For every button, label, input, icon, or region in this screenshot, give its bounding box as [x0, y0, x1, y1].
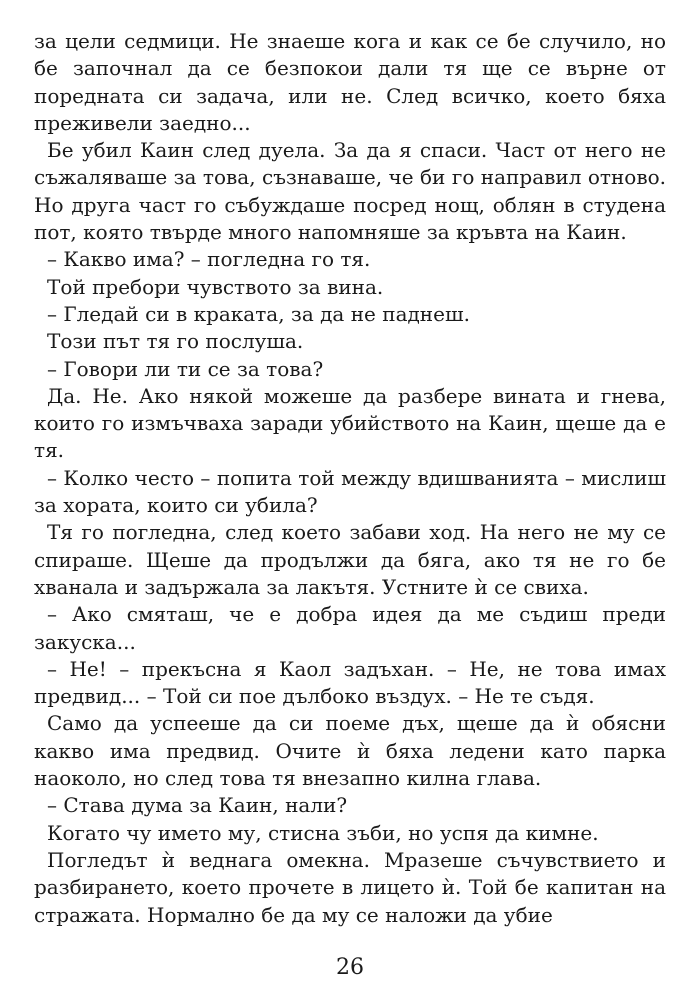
paragraph: Той пребори чувството за вина. [47, 274, 384, 299]
paragraph: – Става дума за Каин, нали? [47, 793, 348, 818]
paragraph: Когато чу името му, стисна зъби, но успя да кимне. [47, 820, 599, 845]
paragraph: – Говори ли ти се за това? [47, 356, 324, 381]
paragraph: – Какво има? – погледна го тя. [47, 247, 371, 272]
body-text [34, 28, 666, 929]
paragraph: – Колко често – попита той между вдишванията – мислиш за хората, които си убила? [34, 465, 666, 518]
page-number: 26 [336, 955, 364, 980]
paragraph: – Гледай си в краката, за да не паднеш. [47, 301, 470, 326]
paragraph: Да. Не. Ако някой можеше да разбере вината и гнева, които го измъчваха заради убийството на Каин, щеше да е тя. [34, 383, 666, 463]
paragraph: – Не! – прекъсна я Каол задъхан. – Не, не това имах предвид... – Той си пое дълбоко въздух. – Не те съдя. [34, 656, 666, 709]
paragraph: Само да успееше да си поеме дъх, щеше да ѝ обясни какво има предвид. Очите ѝ бяха ледени като парка наоколо, но след това тя внезапно килна глава. [34, 711, 666, 791]
paragraph: за цели седмици. Не знаеше кога и как се бе случило, но бе започнал да се безпокои дали тя ще се върне от поредната си задача, или не. След всичко, което бяха преживели заедно... [34, 29, 666, 135]
paragraph: Тя го погледна, след което забави ход. На него не му се спираше. Щеше да продължи да бяга, ако тя не го бе хванала и задържала за лакътя. Устните ѝ се свиха. [34, 520, 666, 599]
paragraph: Този път тя го послуша. [47, 329, 304, 354]
paragraph: Погледът ѝ веднага омекна. Мразеше съчувствието и разбирането, което прочете в лицето ѝ. Той бе капитан на стражата. Нормално бе да му се наложи да убие [34, 847, 666, 927]
paragraph: – Ако смяташ, че е добра идея да ме съдиш преди закуска... [34, 602, 666, 654]
paragraph: Бе убил Каин след дуела. За да я спаси. Част от него не съжаляваше за това, съзнаваше, че би го направил отново. Но друга част го събуждаше посред нощ, облян в студена пот, която твърде много напомняше за кръвта на Каин. [34, 138, 666, 245]
